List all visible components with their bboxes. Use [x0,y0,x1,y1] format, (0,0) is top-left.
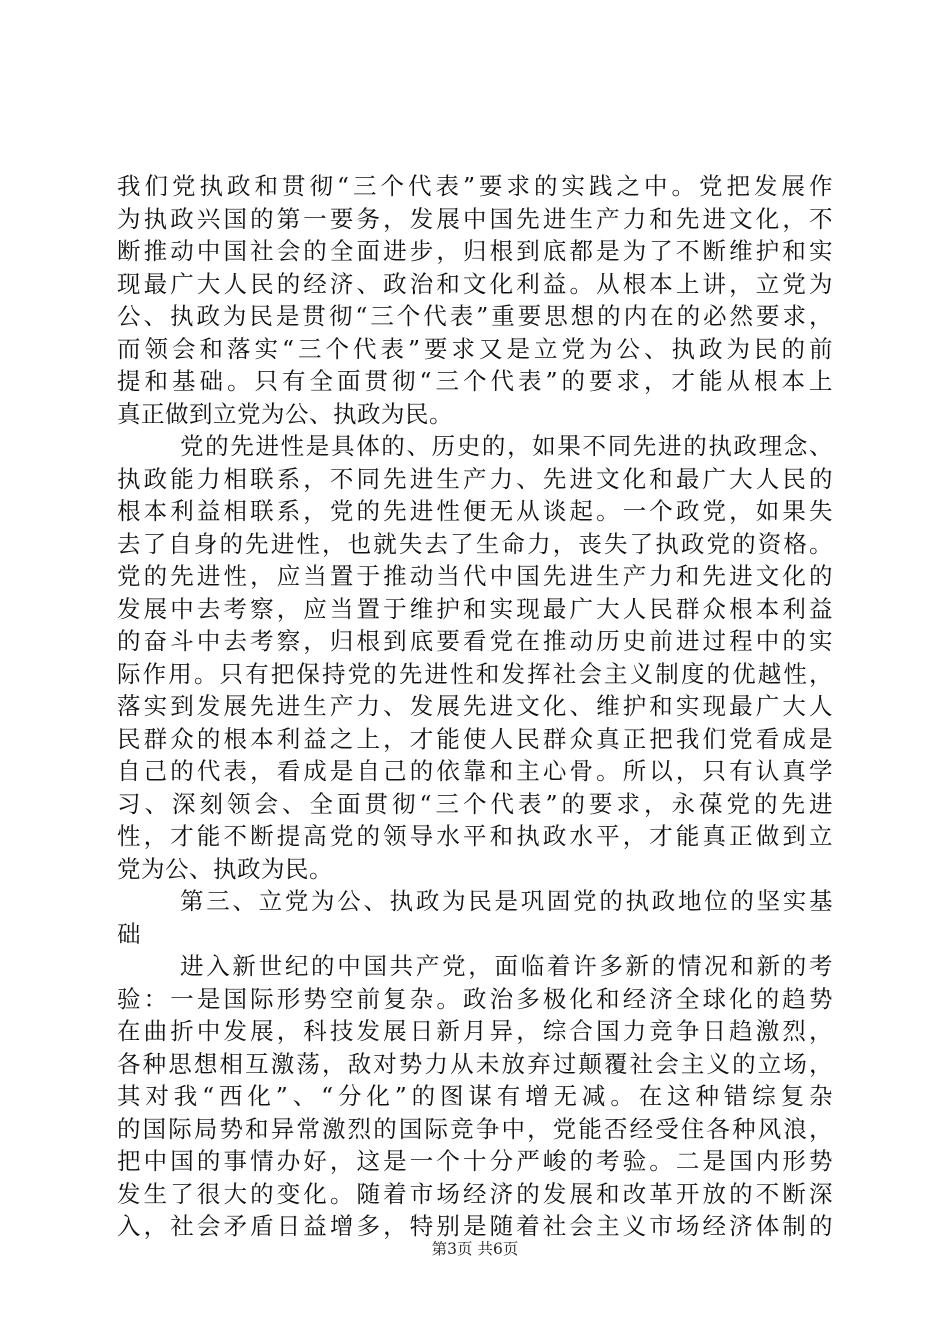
text-line: 去了自身的先进性，也就失去了生命力，丧失了执政党的资格。 [117,529,833,558]
text-line: 习、深刻领会、全面贯彻“三个代表”的要求，永葆党的先进 [117,789,833,818]
text-line: 根本利益相联系，党的先进性便无从谈起。一个政党，如果失 [117,497,833,525]
text-line: 民群众的根本利益之上，才能使人民群众真正把我们党看成是 [117,724,833,753]
text-line: 在曲折中发展，科技发展日新月异，综合国力竞争日趋激烈， [117,1017,833,1045]
text-line: 党的先进性，应当置于推动当代中国先进生产力和先进文化的 [117,562,833,590]
text-line: 执政能力相联系，不同先进生产力、先进文化和最广大人民的 [117,464,833,493]
text-line: 发展中去考察，应当置于维护和实现最广大人民群众根本利益 [117,594,833,623]
text-line: 断推动中国社会的全面进步，归根到底都是为了不断维护和实 [117,237,833,265]
text-line: 验：一是国际形势空前复杂。政治多极化和经济全球化的趋势 [117,984,833,1013]
section-heading: 第三、立党为公、执政为民是巩固党的执政地位的坚实基 [180,887,833,915]
text-line: 我们党执政和贯彻“三个代表”要求的实践之中。党把发展作 [117,172,833,200]
page-number-footer: 第3页 共6页 [431,1240,519,1258]
text-line: 而领会和落实“三个代表”要求又是立党为公、执政为民的前 [117,334,833,363]
text-line: 现最广大人民的经济、政治和文化利益。从根本上讲，立党为 [117,269,833,298]
text-line: 其对我“西化”、“分化”的图谋有增无减。在这种错综复杂 [117,1082,833,1110]
text-line: 为执政兴国的第一要务，发展中国先进生产力和先进文化，不 [117,204,833,233]
text-line: 发生了很大的变化。随着市场经济的发展和改革开放的不断深 [117,1179,833,1208]
section-heading-continuation: 础 [117,919,141,948]
text-line: 的奋斗中去考察，归根到底要看党在推动历史前进过程中的实 [117,627,833,655]
text-line: 自己的代表，看成是自己的依靠和主心骨。所以，只有认真学 [117,757,833,785]
text-line: 把中国的事情办好，这是一个十分严峻的考验。二是国内形势 [117,1147,833,1175]
text-line: 党为公、执政为民。 [117,854,333,883]
text-line: 性，才能不断提高党的领导水平和执政水平，才能真正做到立 [117,822,833,850]
document-body [117,170,833,1243]
paragraph-first-line: 党的先进性是具体的、历史的，如果不同先进的执政理念、 [180,432,833,460]
text-line: 各种思想相互激荡，敌对势力从未放弃过颠覆社会主义的立场， [117,1049,833,1078]
text-line: 真正做到立党为公、执政为民。 [117,399,453,428]
text-line: 的国际局势和异常激烈的国际竞争中，党能否经受住各种风浪， [117,1114,833,1143]
text-line: 入，社会矛盾日益增多，特别是随着社会主义市场经济体制的 [117,1212,833,1240]
text-line: 公、执政为民是贯彻“三个代表”重要思想的内在的必然要求， [117,302,833,330]
text-line: 落实到发展先进生产力、发展先进文化、维护和实现最广大人 [117,692,833,720]
text-line: 际作用。只有把保持党的先进性和发挥社会主义制度的优越性， [117,659,833,688]
paragraph-first-line: 进入新世纪的中国共产党，面临着许多新的情况和新的考 [180,952,833,980]
text-line: 提和基础。只有全面贯彻“三个代表”的要求，才能从根本上 [117,367,833,395]
